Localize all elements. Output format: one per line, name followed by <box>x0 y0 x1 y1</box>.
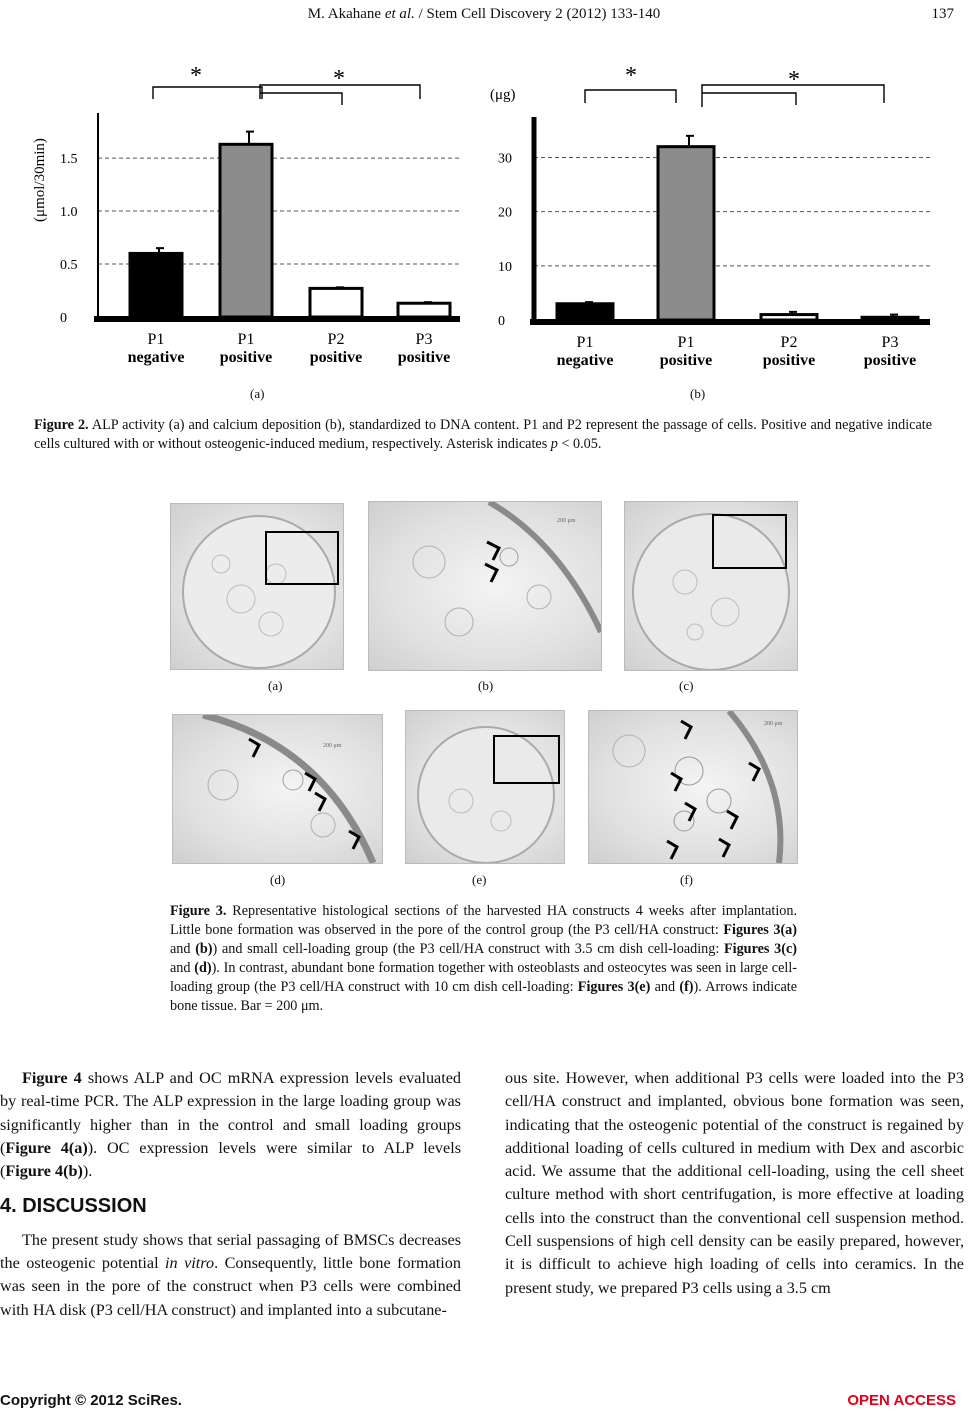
x-tick-label: positive <box>397 349 451 366</box>
svg-text:200 μm: 200 μm <box>557 518 576 524</box>
y-tick-label: 0 <box>60 311 67 326</box>
bar <box>658 147 714 320</box>
x-tick-label: P1 <box>147 331 165 348</box>
figure3-label-c: (c) <box>679 678 694 693</box>
y-axis-label: (μmol/30min) <box>32 138 48 222</box>
figure3-label-b: (b) <box>478 678 494 693</box>
x-tick-label: P2 <box>780 334 798 351</box>
paragraph: Figure 4 shows ALP and OC mRNA expression levels evaluated by real-time PCR. The ALP expression in the large loading group was significantly higher than in the control and small loading groups (Figure 4(a)). OC expression levels were similar to ALP levels (Figure 4(b)). <box>0 1069 461 1181</box>
x-tick-label: positive <box>659 352 713 369</box>
x-tick-label: positive <box>309 349 363 366</box>
y-tick-label: 1.0 <box>60 205 78 221</box>
y-tick-label: 10 <box>498 259 512 275</box>
significance-bracket <box>702 93 796 105</box>
micrograph-e <box>405 710 565 864</box>
significance-asterisk: * <box>190 63 202 89</box>
micrograph-b <box>368 501 602 671</box>
copyright: Copyright © 2012 SciRes. <box>0 1392 182 1409</box>
figure2-label-b: (b) <box>690 386 706 401</box>
micrograph-c <box>624 501 798 671</box>
bar <box>130 253 182 317</box>
figure2-caption: Figure 2. ALP activity (a) and calcium deposition (b), standardized to DNA content. P1 and P2 represent the passage of cells. Positive and negative indicate cells cultured with or without osteogenic-induced medium, respectively. Asterisk indicates p < 0.05. <box>34 417 933 452</box>
figure2-chart-a <box>30 55 470 375</box>
x-tick-label: negative <box>127 349 185 366</box>
bar <box>398 303 450 317</box>
paragraph: The present study shows that serial passaging of BMSCs decreases the osteogenic potential in vitro. Consequently, little bone formation was seen in the pore of the construct when P3 cells were combined with HA disk (P3 cell/HA construct) and implanted into a subcutane- <box>0 1230 461 1319</box>
x-tick-label: P1 <box>237 331 255 348</box>
y-tick-label: 1.5 <box>60 152 78 168</box>
bar <box>557 304 613 320</box>
bar <box>220 144 272 317</box>
svg-text:200 μm: 200 μm <box>764 721 783 727</box>
significance-bracket <box>585 90 676 103</box>
x-tick-label: P3 <box>881 334 899 351</box>
micrograph-a <box>170 503 344 670</box>
running-head: M. Akahane et al. / Stem Cell Discovery 2 (2012) 133-140 <box>307 6 661 22</box>
y-tick-label: 0 <box>498 314 505 329</box>
x-tick-label: negative <box>556 352 614 369</box>
svg-text:200 μm: 200 μm <box>323 743 342 749</box>
x-tick-label: P2 <box>327 331 345 348</box>
figure2-label-a: (a) <box>250 386 265 401</box>
significance-bracket <box>260 93 342 105</box>
y-tick-label: 20 <box>498 205 512 221</box>
y-axis-label: (μg) <box>490 87 516 103</box>
paragraph: ous site. However, when additional P3 cells were loaded into the P3 cell/HA construct and implanted, obvious bone formation was seen, indicating that the osteogenic potential of the construct is regained by additional loading of cells cultured in medium with Dex and ascorbic acid. We assume that the additional cell-loading, using the cell sheet culture method with short centrifugation, is more effective at loading cells into the construct than the conventional cell suspension method. Cell suspensions of high cell density can be easily prepared, however, it is difficult to achieve high loading of cells into ceramics. In the present study, we prepared P3 cells using a 3.5 cm <box>505 1069 964 1297</box>
significance-bracket <box>153 87 262 99</box>
open-access-badge: OPEN ACCESS <box>847 1392 956 1409</box>
figure3-label-d: (d) <box>270 872 286 887</box>
arrow-icon <box>667 721 759 859</box>
y-tick-label: 0.5 <box>60 258 78 274</box>
body-right-column <box>505 1067 964 1300</box>
micrograph-d <box>172 714 383 864</box>
significance-asterisk: * <box>788 67 800 93</box>
significance-asterisk: * <box>333 66 345 92</box>
bar <box>761 315 817 320</box>
figure2-chart-b <box>478 55 948 375</box>
arrow-icon <box>485 542 499 582</box>
x-tick-label: positive <box>762 352 816 369</box>
x-tick-label: positive <box>863 352 917 369</box>
micrograph-f <box>588 710 798 864</box>
figure3-label-a: (a) <box>268 678 283 693</box>
body-left-column <box>0 1067 461 1322</box>
arrow-icon <box>249 739 359 849</box>
x-tick-label: P3 <box>415 331 433 348</box>
figure3-label-e: (e) <box>472 872 487 887</box>
x-tick-label: positive <box>219 349 273 366</box>
significance-asterisk: * <box>625 63 637 89</box>
y-tick-label: 30 <box>498 151 512 167</box>
bar <box>310 288 362 317</box>
bar <box>862 317 918 320</box>
figure3-label-f: (f) <box>680 872 693 887</box>
section-heading: 4. DISCUSSION <box>0 1195 147 1218</box>
x-tick-label: P1 <box>576 334 594 351</box>
x-tick-label: P1 <box>677 334 695 351</box>
figure3-caption: Figure 3. Representative histological sections of the harvested HA constructs 4 weeks after implantation. Little bone formation was observed in the pore of the control group (the P3 cell/HA construct: Figures 3(a) and (b)) and small cell-loading group (the P3 cell/HA construct with 3.5 cm dish cell-loading: Figures 3(c) and (d)). In contrast, abundant bone formation together with osteoblasts and osteocytes was seen in large cell-loading group (the P3 cell/HA construct with 10 cm dish cell-loading: Figures 3(e) and (f)). Arrows indicate bone tissue. Bar = 200 μm. <box>170 903 798 1014</box>
page-number: 137 <box>931 6 954 22</box>
